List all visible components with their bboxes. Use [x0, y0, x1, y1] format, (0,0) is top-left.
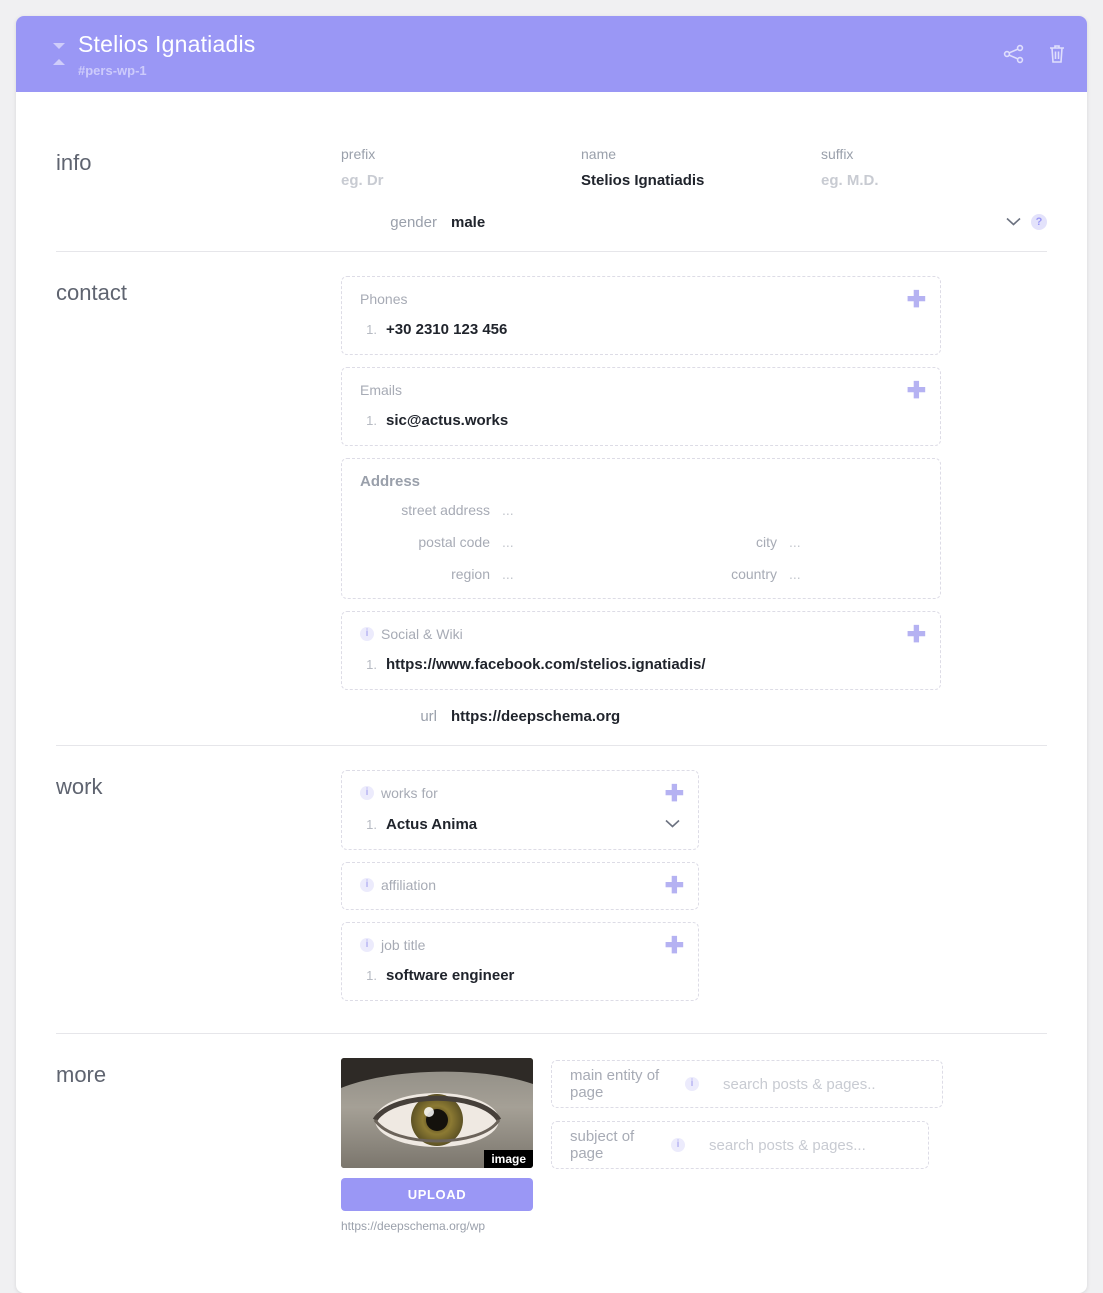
section-label-info: info — [56, 150, 92, 175]
works-for-title-row — [360, 785, 680, 801]
job-title-box — [341, 922, 699, 1001]
job-title-title-row — [360, 937, 680, 953]
address-title: Address — [360, 473, 421, 490]
list-item[interactable] — [360, 656, 922, 673]
section-more — [56, 1033, 1047, 1253]
social-wiki-box — [341, 611, 941, 690]
emails-title: Emails — [360, 382, 403, 398]
works-for-title: works for — [381, 785, 438, 802]
chevron-up-icon[interactable] — [53, 59, 65, 65]
add-email-button[interactable]: ✚ — [906, 377, 926, 403]
add-phone-button[interactable]: ✚ — [906, 286, 926, 312]
image-badge: image — [484, 1150, 533, 1168]
chevron-down-icon[interactable] — [1006, 213, 1021, 231]
section-body-contact — [341, 276, 1047, 725]
subject-of-page-input[interactable] — [707, 1136, 910, 1155]
section-body-work — [341, 770, 1047, 1013]
region-label: region — [451, 566, 490, 583]
item-index: 1. — [366, 657, 377, 673]
gender-field[interactable] — [341, 213, 1047, 231]
item-index: 1. — [366, 816, 377, 832]
item-index: 1. — [366, 322, 377, 337]
list-item[interactable] — [360, 412, 922, 429]
upload-button[interactable]: UPLOAD — [341, 1178, 533, 1211]
name-label: name — [581, 146, 617, 162]
main-entity-of-page-row[interactable] — [551, 1060, 943, 1108]
section-body-info — [341, 146, 1047, 231]
city-label: city — [756, 534, 777, 551]
section-work — [56, 745, 1047, 1033]
social-wiki-title: Social & Wiki — [381, 626, 463, 643]
street-address-label: street address — [401, 502, 490, 518]
image-column — [341, 1058, 533, 1233]
trash-icon[interactable] — [1047, 43, 1067, 65]
job-title-title: job title — [381, 937, 426, 954]
works-for-box — [341, 770, 699, 850]
job-title-value[interactable]: software engineer — [386, 967, 515, 985]
postal-code-input[interactable]: ... — [502, 534, 514, 551]
subject-of-page-row[interactable] — [551, 1121, 929, 1169]
affiliation-box — [341, 862, 699, 910]
image-url: https://deepschema.org/wp — [341, 1219, 486, 1234]
section-label-contact: contact — [56, 280, 127, 305]
add-social-button[interactable]: ✚ — [906, 621, 926, 648]
main-entity-of-page-input[interactable] — [721, 1075, 924, 1094]
affiliation-title-row — [360, 877, 680, 893]
url-field[interactable] — [341, 708, 1047, 725]
country-input[interactable]: ... — [789, 566, 801, 583]
email-value[interactable]: sic@actus.works — [386, 412, 509, 429]
country-label: country — [731, 566, 777, 583]
address-box — [341, 458, 941, 599]
entity-image[interactable] — [341, 1058, 533, 1168]
add-works-for-button[interactable]: ✚ — [664, 780, 684, 807]
social-url-value[interactable]: https://www.facebook.com/stelios.ignatiadis/ — [386, 656, 706, 674]
add-affiliation-button[interactable]: ✚ — [664, 872, 684, 899]
info-icon[interactable]: i — [360, 627, 374, 641]
phones-title: Phones — [360, 291, 408, 307]
affiliation-title: affiliation — [381, 877, 437, 894]
list-item[interactable] — [360, 815, 680, 833]
card-body — [16, 92, 1087, 1293]
subject-of-page-label: subject of page — [570, 1128, 635, 1163]
phones-box — [341, 276, 941, 355]
name-input[interactable]: Stelios Ignatiadis — [581, 172, 705, 189]
list-item[interactable] — [360, 967, 680, 984]
entity-card — [16, 16, 1087, 1293]
add-job-title-button[interactable]: ✚ — [664, 932, 684, 959]
card-header — [16, 16, 1087, 92]
postal-code-label: postal code — [418, 534, 490, 551]
street-address-input[interactable]: ... — [502, 502, 514, 519]
prefix-label: prefix — [341, 146, 376, 162]
info-icon[interactable]: i — [360, 938, 374, 952]
info-icon[interactable]: i — [360, 786, 374, 800]
help-icon[interactable]: ? — [1031, 214, 1047, 230]
entity-column — [551, 1058, 1047, 1233]
suffix-field[interactable] — [821, 146, 1021, 189]
url-label: url — [420, 708, 437, 726]
header-titles — [78, 30, 255, 78]
city-input[interactable]: ... — [789, 534, 801, 551]
gender-label: gender — [390, 213, 437, 231]
item-index: 1. — [366, 413, 377, 428]
info-icon[interactable]: i — [671, 1138, 685, 1152]
section-body-more — [341, 1058, 1047, 1233]
more-wrap — [341, 1058, 1047, 1233]
item-index: 1. — [366, 968, 377, 984]
list-item[interactable] — [360, 321, 922, 338]
chevron-down-icon[interactable] — [53, 43, 65, 49]
prefix-input[interactable]: eg. Dr — [341, 172, 384, 189]
name-field[interactable] — [581, 146, 821, 189]
header-actions — [1003, 43, 1067, 65]
region-input[interactable]: ... — [502, 566, 514, 583]
page-title: Stelios Ignatiadis — [78, 31, 256, 58]
info-icon[interactable]: i — [685, 1077, 699, 1091]
address-grid — [360, 502, 922, 582]
suffix-input[interactable]: eg. M.D. — [821, 172, 879, 189]
suffix-label: suffix — [821, 146, 854, 162]
social-wiki-title-row — [360, 626, 922, 642]
info-fields-row — [341, 146, 1047, 189]
prefix-field[interactable] — [341, 146, 581, 189]
section-label-work: work — [56, 774, 103, 800]
header-collapse-arrows[interactable] — [46, 31, 72, 77]
phone-value[interactable]: +30 2310 123 456 — [386, 321, 508, 338]
section-info — [56, 122, 1047, 251]
section-contact — [56, 251, 1047, 745]
section-label-more: more — [56, 1062, 107, 1088]
works-for-value[interactable]: Actus Anima — [386, 815, 478, 833]
gender-value[interactable]: male — [451, 213, 486, 231]
emails-box — [341, 367, 941, 446]
share-nodes-icon[interactable] — [1003, 44, 1025, 64]
entity-id: #pers-wp-1 — [78, 62, 147, 78]
info-icon[interactable]: i — [360, 878, 374, 892]
url-input[interactable]: https://deepschema.org — [451, 708, 621, 726]
main-entity-of-page-label: main entity of page — [570, 1067, 660, 1102]
chevron-down-icon[interactable] — [665, 815, 680, 833]
